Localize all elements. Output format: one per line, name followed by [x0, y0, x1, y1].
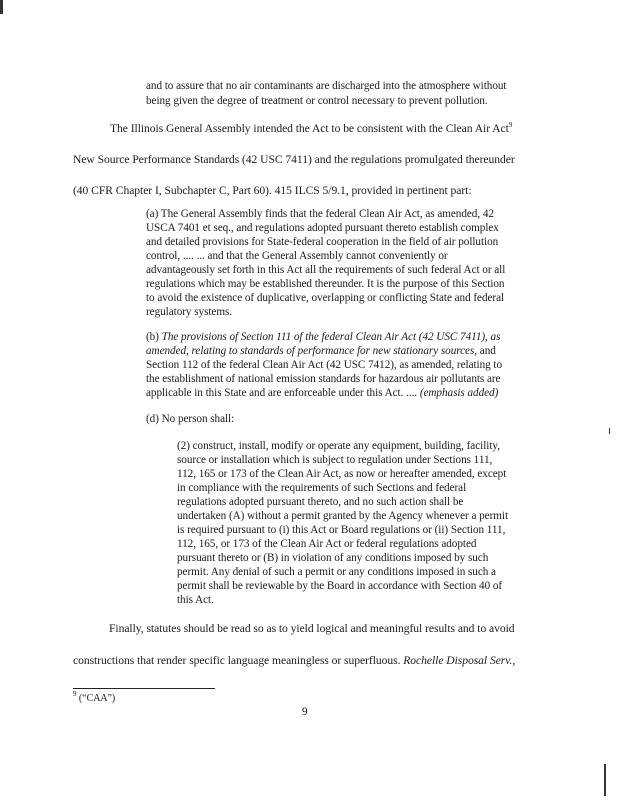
body-paragraph-line-2: New Source Performance Standards (42 USC 7411) and the regulations promulgated thereunder [73, 153, 515, 166]
quote-d-heading: (d) No person shall: [146, 413, 235, 425]
intro-quote-line-1: and to assure that no air contaminants are discharged into the atmosphere without [146, 80, 507, 92]
footnote: $^9$ (“CAA”) [73, 690, 116, 704]
quote-d2-line: 112, 165, or 173 of the Clean Air Act or federal regulations adopted [177, 538, 477, 550]
quote-a-line: control, .... ... and that the General Assembly cannot conveniently or [146, 250, 448, 262]
quote-b-line-4: the establishment of national emission standards for hazardous air pollutants are [146, 373, 501, 385]
page-number: 9 [302, 706, 308, 718]
quote-a-line: regulations which may be established thereunder. It is the purpose of this Section [146, 278, 505, 290]
footnote-reference: 9 [508, 121, 513, 129]
scan-edge-mark [609, 428, 610, 434]
quote-d2-line: regulations adopted pursuant thereto, and no such action shall be [177, 496, 464, 508]
quote-d2-line: is required pursuant to (i) this Act or Board regulations or (ii) Section 111, [177, 524, 506, 536]
quote-b-line-3: Section 112 of the federal Clean Air Act (42 USC 7412), as amended, relating to [146, 359, 503, 371]
closing-paragraph-line-2: constructions that render specific language meaningless or superfluous. Rochelle Disposal Serv., [73, 654, 516, 667]
quote-a-line: advantageously set forth in this Act all the requirements of such federal Act or all [146, 264, 506, 276]
closing-paragraph-line-1: Finally, statutes should be read so as to yield logical and meaningful results and to avoid [109, 622, 515, 635]
quote-d2-line: permit shall be reviewable by the Board in accordance with Section 40 of [177, 580, 503, 592]
quote-d2-line: source or installation which is subject to regulation under Sections 111, [177, 454, 493, 466]
quote-a-line: to avoid the existence of duplicative, overlapping or conflicting State and federal [146, 292, 505, 304]
quote-d2-line: permit. Any denial of such a permit or any conditions imposed in such a [177, 566, 496, 578]
quote-d2-line: pursuant thereto or (B) in violation of any conditions imposed by such [177, 552, 489, 564]
scan-edge-mark [0, 0, 3, 14]
quote-d2-line: in compliance with the requirements of such Sections and federal [177, 482, 467, 494]
quote-d2-line: undertaken (A) without a permit granted by the Agency whenever a permit [177, 510, 509, 522]
footnote-marker: 9 [73, 690, 77, 698]
quote-a-line: regulatory systems. [146, 306, 233, 318]
quote-b-line-5: applicable in this State and are enforceable under this Act. .... (emphasis added) [146, 387, 499, 399]
quote-b-line-1: (b) The provisions of Section 111 of the federal Clean Air Act (42 USC 7411), as [146, 331, 501, 343]
quote-b-line-2: amended, relating to standards of performance for new stationary sources, and [146, 345, 496, 357]
quote-a-line: (a) The General Assembly finds that the federal Clean Air Act, as amended, 42 [146, 208, 494, 220]
quote-a-line: USCA 7401 et seq., and regulations adopted pursuant thereto establish complex [146, 222, 499, 234]
body-paragraph-line-1: The Illinois General Assembly intended the Act to be consistent with the Clean Air Act$^9$ [110, 121, 513, 135]
quote-d2-line: (2) construct, install, modify or operate any equipment, building, facility, [177, 440, 500, 452]
quote-d2-line: this Act. [177, 594, 214, 606]
footnote-separator [73, 688, 215, 689]
scan-edge-mark [604, 764, 606, 796]
quote-a-line: and detailed provisions for State-federal cooperation in the field of air pollution [146, 236, 499, 248]
quote-d2-line: 112, 165 or 173 of the Clean Air Act, as now or hereafter amended, except [177, 468, 507, 480]
body-paragraph-line-3: (40 CFR Chapter I, Subchapter C, Part 60). 415 ILCS 5/9.1, provided in pertinent part: [73, 184, 472, 197]
intro-quote-line-2: being given the degree of treatment or control necessary to prevent pollution. [146, 95, 488, 107]
